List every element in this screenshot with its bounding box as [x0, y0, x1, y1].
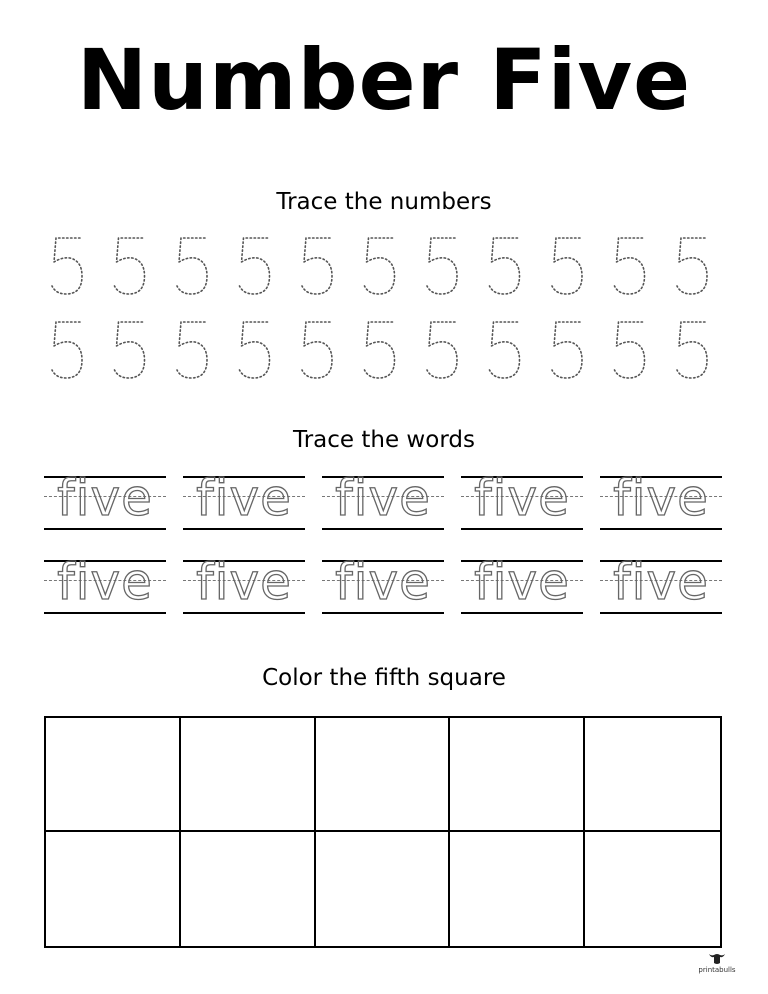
color-square	[181, 832, 316, 946]
color-square-heading: Color the fifth square	[262, 665, 506, 691]
word-trace-row	[44, 469, 728, 544]
word-trace-row	[44, 553, 728, 628]
trace-words-heading: Trace the words	[293, 427, 475, 453]
traceable-digit-5	[365, 238, 395, 294]
word-trace-box	[44, 553, 166, 628]
traceable-word-five: five	[474, 469, 570, 527]
color-square	[585, 832, 720, 946]
word-trace-box	[44, 469, 166, 544]
traceable-digit-5	[552, 238, 582, 294]
traceable-digit-5	[615, 322, 645, 378]
digit-trace-row	[40, 232, 730, 302]
color-square	[316, 718, 451, 832]
traceable-digit-5	[52, 238, 82, 294]
color-square	[46, 832, 181, 946]
traceable-word-five: five	[196, 553, 292, 611]
color-square	[316, 832, 451, 946]
traceable-digit-5	[302, 238, 332, 294]
color-squares-grid	[44, 716, 722, 948]
color-square	[46, 718, 181, 832]
word-trace-box	[600, 469, 722, 544]
traceable-digit-5	[677, 238, 707, 294]
digit-trace-row-svg	[40, 316, 730, 386]
traceable-word-five: five	[474, 553, 570, 611]
logo-text: printabulls	[698, 966, 736, 974]
word-trace-box	[322, 553, 444, 628]
traceable-digit-5	[365, 322, 395, 378]
digit-trace-row-svg	[40, 232, 730, 302]
traceable-digit-5	[615, 238, 645, 294]
traceable-digit-5	[115, 238, 145, 294]
trace-numbers-heading: Trace the numbers	[276, 189, 492, 215]
traceable-digit-5	[490, 322, 520, 378]
traceable-digit-5	[427, 238, 457, 294]
word-trace-box	[183, 553, 305, 628]
traceable-word-five: five	[196, 469, 292, 527]
word-trace-box	[461, 553, 583, 628]
traceable-word-five: five	[613, 469, 709, 527]
traceable-digit-5	[177, 238, 207, 294]
traceable-digit-5	[302, 322, 332, 378]
traceable-digit-5	[177, 322, 207, 378]
bull-icon	[707, 952, 727, 966]
traceable-digit-5	[490, 238, 520, 294]
digit-trace-row	[40, 316, 730, 386]
traceable-digit-5	[240, 238, 270, 294]
traceable-digit-5	[115, 322, 145, 378]
traceable-word-five: five	[57, 469, 153, 527]
printabulls-logo	[697, 952, 737, 982]
color-square	[585, 718, 720, 832]
traceable-digit-5	[677, 322, 707, 378]
traceable-word-five: five	[335, 553, 431, 611]
traceable-digit-5	[52, 322, 82, 378]
color-square	[450, 718, 585, 832]
traceable-digit-5	[427, 322, 457, 378]
word-trace-box	[183, 469, 305, 544]
word-trace-box	[322, 469, 444, 544]
traceable-word-five: five	[335, 469, 431, 527]
word-trace-box	[600, 553, 722, 628]
traceable-word-five: five	[57, 553, 153, 611]
traceable-digit-5	[240, 322, 270, 378]
color-square	[181, 718, 316, 832]
traceable-word-five: five	[613, 553, 709, 611]
color-square	[450, 832, 585, 946]
page-title: Number Five	[76, 31, 692, 129]
traceable-digit-5	[552, 322, 582, 378]
word-trace-box	[461, 469, 583, 544]
